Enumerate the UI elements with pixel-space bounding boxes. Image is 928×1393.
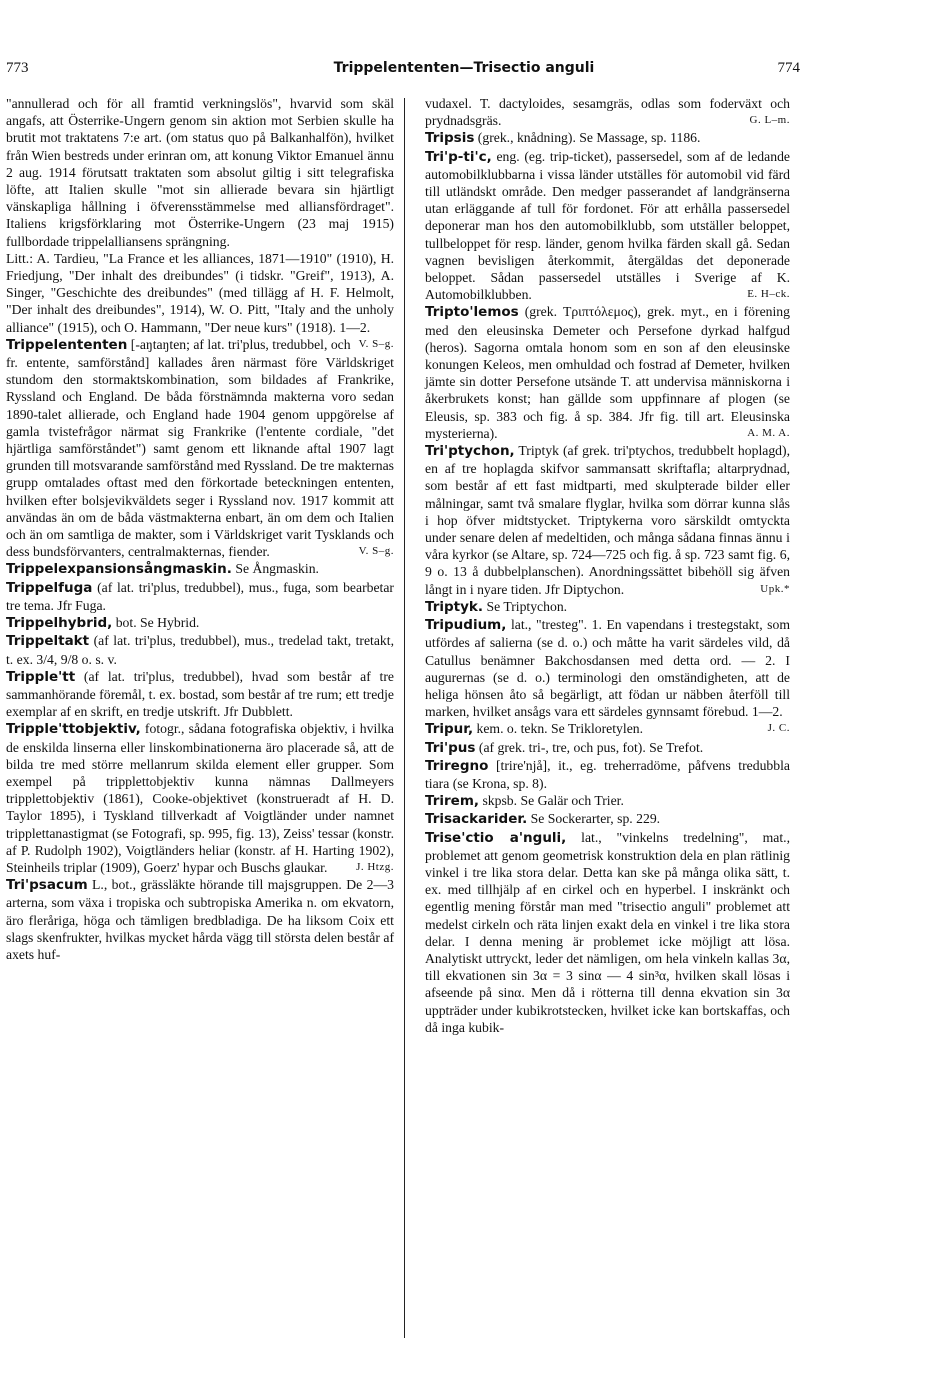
author-signature: G. L–m.	[749, 114, 790, 127]
dictionary-entry	[425, 442, 790, 598]
entry-text: (grek. Τριπτόλεμος), grek. myt., en i förening med den eleusinska Demeter och Persefone dyrkad halfgud (heros). Sagorna omtala honom som en son af den eleusinske konungen Keleos, men omhuldad och fostrad af Demeter, hvilken jämte sin dotter Persefone utsände T. att undervisa människorna i åkerbrukets konst; han gällde som uppfinnare af plogen (se Eleusis, sp. 383 och fig. å sp. 384. Jfr fig. till art. Eleusinska mysterierna).	[425, 304, 790, 441]
entry-headword: Trise'ctio a'nguli,	[425, 829, 567, 846]
entry-text: (af lat. tri'plus, tredubbel), mus., fuga, som bearbetar tre tema. Jfr Fuga.	[6, 579, 394, 613]
dictionary-entry	[425, 792, 790, 810]
page-header	[0, 60, 928, 84]
column-divider	[404, 98, 405, 1338]
left-page-number: 773	[6, 60, 29, 76]
left-column	[6, 95, 394, 963]
entry-headword: Trippelententen	[6, 336, 128, 353]
dictionary-entry	[425, 720, 790, 738]
dictionary-entry	[6, 336, 394, 561]
entry-headword: Trisackarider.	[425, 811, 528, 828]
entry-text: Se Triptychon.	[483, 598, 568, 614]
entry-headword: Triregno	[425, 757, 489, 774]
entry-text: "annullerad och för all framtid verkningslös", hvarvid som skäl angafs, att Österrike-Ungern genom sin aktion mot Serbien skulle ha brutit mot traktatens 7:e art. (om status quo på Balkanhalfön), hvilket från Wien bestreds under erinran om, att konung Viktor Emanuel ännu 2 aug. 1914 förutsatt traktaten som absolut giltig i sitt telegrafiska löfte, att Italien skulle "mot sin allierade bevara sin hjärtligt vänskapliga hållning i öfverensstämmelse med alliansfördraget". Italiens krigsförklaring mot Österrike-Ungern (23 maj 1915) fullbordade trippelalliansens sprängning.	[6, 96, 394, 249]
entry-text: kem. o. tekn. Se Trikloretylen.	[473, 721, 644, 737]
entry-text: (af lat. tri'plus, tredubbel), mus., tredelad takt, tretakt, t. ex. 3/4, 9/8 o. s. v.	[6, 633, 394, 667]
dictionary-entry	[425, 129, 790, 147]
dictionary-entry	[6, 614, 394, 632]
dictionary-entry	[6, 560, 394, 578]
entry-headword: Trirem,	[425, 793, 480, 810]
entry-headword: Tripur,	[425, 721, 474, 738]
entry-headword: Tripsis	[425, 130, 475, 147]
entry-text: eng. (eg. trip-ticket), passersedel, som af de ledande automobilklubbarna i vissa länder utställes för automobil vid färd till utländskt område. Den medger passerandet af landgränserna utan erläggande af tull för fordonet. För att erhålla passersedel deponerar man hos den automobilklubb, som utställer beloppet, tullbeloppet för resp. länder, genom hvilka färden skall gå. Sedan vagnen bevisligen återkommit, återgäldas det deponerade beloppet. Sådan passersedel utställes i Sverige af K. Automobilklubben.	[425, 148, 790, 303]
author-signature: E. H–ck.	[747, 288, 790, 301]
entry-text: (grek., knådning). Se Massage, sp. 1186.	[474, 130, 701, 146]
entry-headword: Trippeltakt	[6, 633, 90, 650]
entry-text: lat., "vinkelns tredelning", mat., problemet att genom geometrisk konstruktion dela en plan rätlinig vinkel i tre lika stora delar. Detta kan ske på många olika sätt, t. ex. med tillhjälp af en cirkel och en hyperbel. I inskränkt och egentlig mening förstår man med "trisectio anguli" problemet att medelst cirkeln och räta linjen exakt dela en vinkel i tre lika stora delar. I denna mening är problemet icke möjligt att lösa. Analytiskt uttryckt, leder det nämligen, om hela vinkeln kallas 3α, till ekvationen sin 3α = 3 sinα — 4 sin³α, hvilken skall lösas i afseende på sinα. Men då i rötterna till denna ekvation sin 3α uppträder under kubikrotstecken, hvilket icke kan bortskaffas, och då inga kubik-	[425, 829, 790, 1035]
entry-headword: Trippelhybrid,	[6, 615, 113, 632]
dictionary-entry	[425, 810, 790, 828]
author-signature: Upk.*	[760, 582, 790, 595]
right-page-number: 774	[777, 60, 800, 76]
author-signature: J. Htzg.	[356, 860, 394, 873]
entry-headword: Tri'pus	[425, 739, 476, 756]
author-signature: J. C.	[767, 722, 790, 735]
entry-text: Litt.: A. Tardieu, "La France et les alliances, 1871—1910" (1910), H. Friedjung, "Der inhalt des dreibundes" (i tidskr. "Greif", 1913), A. Singer, "Geschichte des dreibundes" (med tillägg af H. F. Helmolt, "Der inhalt des dreibundes", 1914), W. O. Pitt, "Italy and the unholy alliance" (1915), och O. Hammann, "Der neue kurs" (1918). 1—2.	[6, 250, 394, 335]
entry-text: [-aŋtaŋten; af lat. tri'plus, tredubbel, och fr. entente, samförstånd] kallades åren närmast före Världskriget stundom den stormaktskombination, som bildades af Frankrike, Ryssland och England. De båda förstnämnda makterna voro sedan 1890-talet allierade, och England hade 1904 genom uppgörelse af gamla tvistefrågor närmat sig Frankrike (l'entente cordiale, "det hjärtliga samförståndet") samt genom ett liknande aftal 1907 lagt grunden till motsvarande samförstånd med Ryssland. De tre makternas grupp omtalades oftast med den förkortade beteckningen ententen, hvilken efter bolsjevikväldets seger i Ryssland nov. 1917 kommit att användas än om de båda västmakterna enbart, än om dem och Italien och än om samtliga de makter, som i Världskriget varit Tysklands och dess bundsförvanters, centralmakternas, fiender.	[6, 336, 394, 560]
dictionary-entry	[6, 95, 394, 250]
entry-text: (af lat. tri'plus, tredubbel), hvad som består af tre sammanhörande föremål, t. ex. bostad, som består af tre rum; ett tredje exemplar af en skrift, en tredje utskrift. Jfr Dubblett.	[6, 668, 394, 720]
dictionary-entry	[6, 720, 394, 876]
author-signature: A. M. A.	[747, 426, 790, 439]
entry-text: Se Ångmaskin.	[231, 561, 319, 577]
entry-headword: Tripto'lemos	[425, 304, 519, 321]
running-title: Trippelententen—Trisectio anguli	[333, 60, 595, 76]
entry-headword: Tri'psacum	[6, 877, 88, 894]
entry-text: Triptyk (af grek. tri'ptychos, tredubbelt hoplagd), en af tre hoplagda skifvor sammansatt skriftafla; altarprydnad, som består af ett fast midtparti, med skulpterade bilder eller målningar, samt två smalare flyglar, hvilka som dörrar kunna slås i hop öfver midtstycket. Triptykerna voro särskildt omtyckta under senare delen af medeltiden, och många sådana finnas ännu i våra kyrkor (se Altare, sp. 724—725 och fig. å sp. 723 samt fig. 6, 9 o. 13 å dubbelplanschen). Anordningssättet bibehöll sig äfven långt in i nyare tiden. Jfr Diptychon.	[425, 443, 790, 597]
dictionary-entry	[425, 829, 790, 1036]
dictionary-entry	[425, 739, 790, 757]
entry-text: bot. Se Hybrid.	[112, 615, 200, 631]
entry-headword: Trippelfuga	[6, 579, 93, 596]
dictionary-entry	[6, 876, 394, 963]
entry-headword: Tri'ptychon,	[425, 443, 515, 460]
entry-headword: Tripple'tt	[6, 668, 76, 685]
dictionary-entry	[425, 598, 790, 616]
dictionary-entry	[6, 668, 394, 721]
right-column	[425, 95, 790, 1036]
dictionary-entry	[6, 579, 394, 614]
dictionary-entry	[425, 303, 790, 442]
author-signature: V. S–g.	[358, 337, 394, 350]
entry-text: vudaxel. T. dactyloides, sesamgräs, odlas som foderväxt och prydnadsgräs.	[425, 96, 790, 129]
entry-headword: Triptyk.	[425, 598, 484, 615]
entry-text: skpsb. Se Galär och Trier.	[479, 793, 624, 809]
entry-headword: Tripple'ttobjektiv,	[6, 721, 141, 738]
author-signature: V. S–g.	[358, 545, 394, 558]
dictionary-entry	[425, 95, 790, 129]
entry-headword: Tripudium,	[425, 617, 507, 634]
entry-text: lat., "tresteg". 1. En vapendans i trestegstakt, som utfördes af salierna (se d. o.) och måtte ha varit särdeles vild, då Catullus benämner Bakchosdansen med detta ord. — 2. I augurernas (se d. o.) terminologi den omständigheten, att de heliga hönsen åto så begärligt, att födan ur näbben återföll till marken, hvilket ansågs vara ett särdeles gynnsamt förebud. 1—2.	[425, 617, 790, 720]
entry-text: [trire'njå], it., eg. treherradöme, påfvens tredubbla tiara (se Krona, sp. 8).	[425, 757, 790, 791]
dictionary-entry	[6, 632, 394, 667]
entry-headword: Trippelexpansionsångmaskin.	[6, 561, 232, 578]
entry-text: (af grek. tri-, tre, och pus, fot). Se Trefot.	[475, 739, 704, 755]
entry-text: L., bot., grässläkte hörande till majsgruppen. De 2—3 arterna, som växa i tropiska och subtropiska Amerika n. om ekvatorn, äro fleråriga, höga och tämligen bredbladiga. De ha liksom Coix ett slags skenfrukter, hvilkas mycket hårda vägg till största delen består af axets huf-	[6, 877, 394, 962]
dictionary-entry	[425, 757, 790, 792]
entry-text: fotogr., sådana fotografiska objektiv, i hvilka de enskilda linserna eller linskombinationerna äro placerade så, att de bilda tre med större mellanrum skilda element eller grupper. Som exempel på tripplettobjektiv kunna nämnas Dallmeyers tripplettobjektiv (1861), Cooke-objektivet (konstrueradt af H. D. Taylor 1895), i Tyskland tillverkadt af Voigtländer under namnet tripplettanastigmat (se Fotografi, sp. 995, fig. 13), Zeiss' tessar (konstr. af P. Rudolph 1902), Voigtländers heliar (konstr. af H. Harting 1902), Steinheils triplar (1909), Goerz' hypar och Buschs glaukar.	[6, 721, 394, 875]
entry-text: Se Sockerarter, sp. 229.	[527, 811, 661, 827]
dictionary-entry	[425, 148, 790, 304]
entry-headword: Tri'p-ti'c,	[425, 148, 492, 165]
